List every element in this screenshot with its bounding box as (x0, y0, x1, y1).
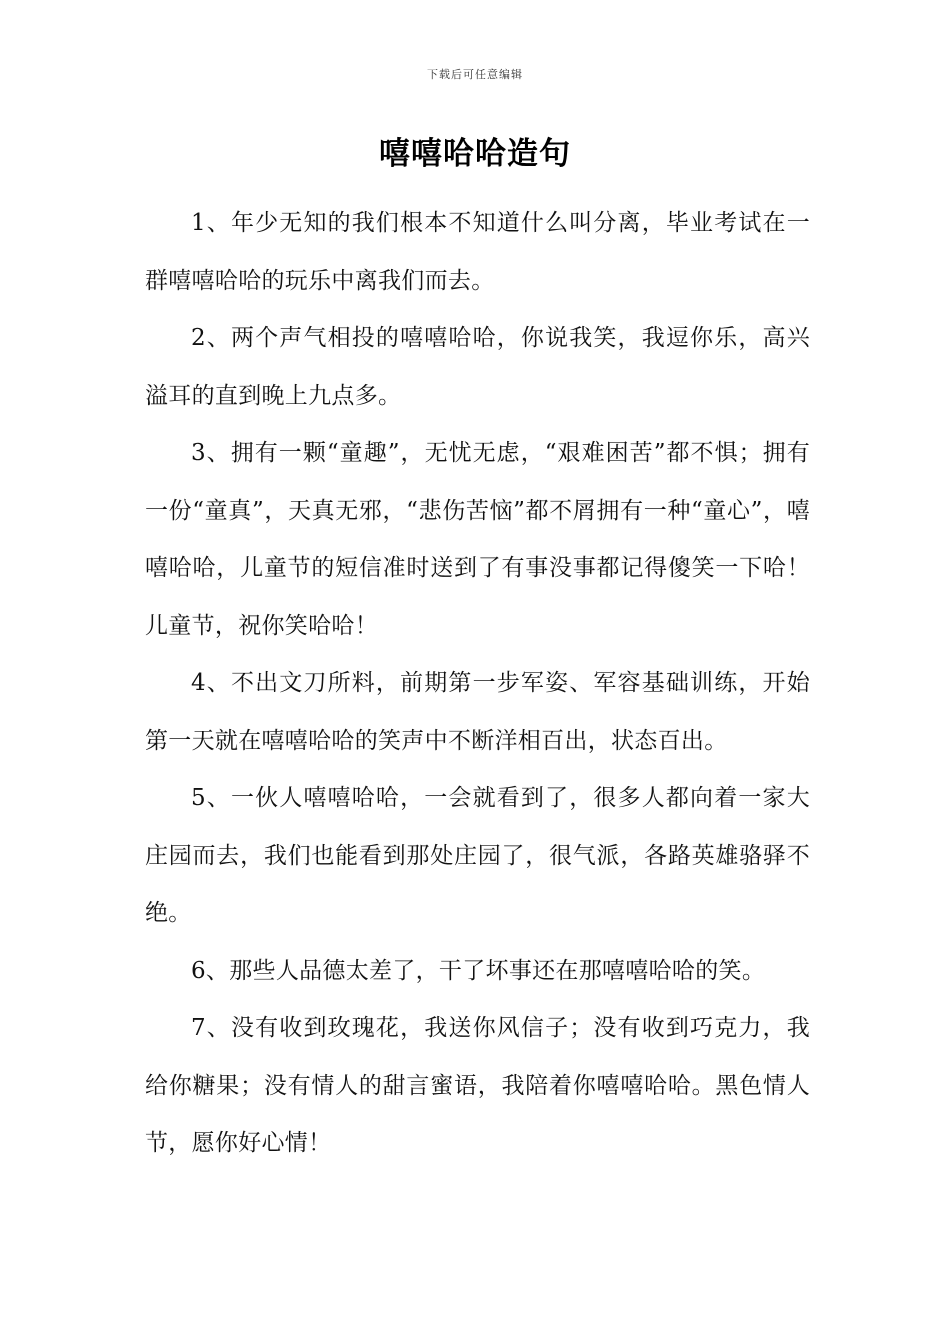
paragraph-7: 7、没有收到玫瑰花，我送你风信子；没有收到巧克力，我给你糖果；没有情人的甜言蜜语，我陪着你嘻嘻哈哈。黑色情人节，愿你好心情！ (145, 1015, 810, 1156)
paragraph-5: 5、一伙人嘻嘻哈哈，一会就看到了，很多人都向着一家大庄园而去，我们也能看到那处庄园了，很气派，各路英雄骆驿不绝。 (145, 785, 810, 926)
paragraph-2: 2、两个声气相投的嘻嘻哈哈，你说我笑，我逗你乐，高兴溢耳的直到晚上九点多。 (145, 325, 810, 409)
paragraph-3: 3、拥有一颗“童趣”，无忧无虑，“艰难困苦”都不惧；拥有一份“童真”，天真无邪，“悲伤苦恼”都不屑拥有一种“童心”，嘻嘻哈哈，儿童节的短信准时送到了有事没事都记得傻笑一下哈！儿童节，祝你笑哈哈！ (145, 440, 810, 639)
paragraph-6: 6、那些人品德太差了，干了坏事还在那嘻嘻哈哈的笑。 (191, 957, 766, 984)
paragraph-4: 4、不出文刀所料，前期第一步军姿、军容基础训练，开始第一天就在嘻嘻哈哈的笑声中不断洋相百出，状态百出。 (145, 670, 810, 754)
paragraph-1: 1、年少无知的我们根本不知道什么叫分离，毕业考试在一群嘻嘻哈哈的玩乐中离我们而去。 (145, 210, 810, 294)
header-note: 下载后可任意编辑 (427, 68, 523, 81)
document-body (145, 195, 810, 1173)
page-title: 嘻嘻哈哈造句 (379, 136, 571, 172)
